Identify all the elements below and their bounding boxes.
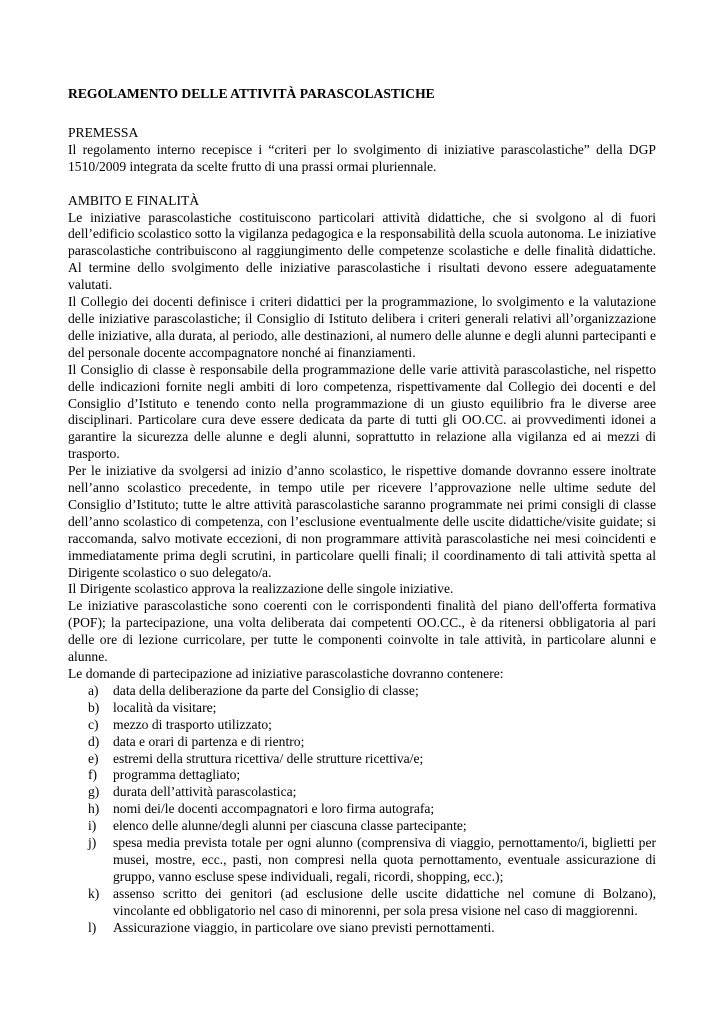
list-marker: g) — [88, 784, 100, 800]
section-ambito — [68, 193, 656, 937]
list-item — [68, 818, 656, 835]
list-item — [68, 734, 656, 751]
ambito-paragraph-1: Le iniziative parascolastiche costituiscono particolari attività didattiche, che si svolgono al di fuori dell’edificio scolastico sotto la vigilanza pedagogica e la responsabilità della scuola autonoma. Le iniziative parascolastiche contribuiscono al raggiungimento delle competenze scolastiche e delle finalità didattiche. Al termine dello svolgimento delle iniziative parascolastiche i risultati devono essere adeguatamente valutati. — [68, 209, 656, 293]
list-marker: d) — [88, 733, 100, 749]
ambito-heading: AMBITO E FINALITÀ — [68, 192, 200, 208]
list-marker: i) — [88, 818, 97, 834]
list-item-text: assenso scritto dei genitori (ad esclusione delle uscite didattiche nel comune di Bolzano), vincolante ed obbligatorio nel caso di minorenni, per sola presa visione nel caso di maggiorenni. — [113, 885, 656, 918]
list-marker: k) — [88, 885, 100, 901]
list-item — [68, 700, 656, 717]
list-marker: b) — [88, 699, 100, 715]
list-item-text: spesa media prevista totale per ogni alunno (comprensiva di viaggio, pernottamento/i, biglietti per musei, mostre, ecc., pasti, non compresi nella quota pernottamento, eventuale assicurazione di gruppo, vanno escluse spese individuali, regali, ricordi, shopping, ecc.); — [113, 835, 656, 884]
list-item-text: durata dell’attività parascolastica; — [113, 784, 297, 800]
premessa-heading: PREMESSA — [68, 124, 139, 140]
ambito-paragraph-6: Le iniziative parascolastiche sono coerenti con le corrispondenti finalità del piano dell'offerta formativa (POF); la partecipazione, una volta deliberata dai competenti OO.CC., è da ritenersi obbligatoria al pari delle ore di lezione curricolare, per tutte le componenti coinvolte in tale attività, in particolare alunni e alunne. — [68, 598, 656, 665]
list-marker: l) — [88, 919, 97, 935]
list-item — [68, 835, 656, 886]
list-item — [68, 683, 656, 700]
premessa-paragraph: Il regolamento interno recepisce i “criteri per lo svolgimento di iniziative parascolastiche” della DGP 1510/2009 integrata da scelte frutto di una prassi ormai pluriennale. — [68, 141, 656, 174]
document-title: REGOLAMENTO DELLE ATTIVITÀ PARASCOLASTICHE — [68, 86, 435, 101]
ambito-paragraph-5: Il Dirigente scolastico approva la realizzazione delle singole iniziative. — [68, 581, 454, 597]
list-item-text: estremi della struttura ricettiva/ delle strutture ricettiva/e; — [113, 750, 424, 766]
ambito-paragraph-4: Per le iniziative da svolgersi ad inizio d’anno scolastico, le rispettive domande dovranno essere inoltrate nell’anno scolastico precedente, in tempo utile per ricevere l’approvazione nelle ultime sedute del Consiglio d’Istituto; tutte le altre attività parascolastiche saranno programmate nei primi consigli di classe dell’anno scolastico di competenza, con l’esclusione eventualmente delle uscite didattiche/visite guidate; si raccomanda, salvo motivate eccezioni, di non programmare attività parascolastiche nei mesi coincidenti e immediatamente prima degli scrutini, in particolare quelli finali; il coordinamento di tali attività spetta al Dirigente scolastico o suo delegato/a. — [68, 463, 656, 580]
list-item-text: Assicurazione viaggio, in particolare ove siano previsti pernottamenti. — [113, 919, 495, 935]
list-item — [68, 784, 656, 801]
ambito-paragraph-2: Il Collegio dei docenti definisce i criteri didattici per la programmazione, lo svolgimento e la valutazione delle iniziative parascolastiche; il Consiglio di Istituto delibera i criteri generali relativi all’organizzazione delle iniziative, alla durata, al periodo, alle destinazioni, al numero delle alunne e degli alunni partecipanti e del personale docente accompagnatore nonché ai finanziamenti. — [68, 294, 656, 360]
list-item-text: località da visitare; — [113, 699, 217, 715]
ambito-paragraph-7: Le domande di partecipazione ad iniziative parascolastiche dovranno contenere: — [68, 666, 504, 681]
requirements-list — [68, 683, 656, 937]
list-item — [68, 717, 656, 734]
list-item — [68, 751, 656, 768]
ambito-paragraph-3: Il Consiglio di classe è responsabile della programmazione delle varie attività parascolastiche, nel rispetto delle indicazioni fornite negli ambiti di loro competenza, rispettivamente dal Collegio dei docenti e del Consiglio d’Istituto e tenendo conto nella programmazione di un giusto equilibrio fra le diverse aree disciplinari. Particolare cura deve essere dedicata da parte di tutti gli OO.CC. ai provvedimenti idonei a garantire la sicurezza delle alunne e degli alunni, soprattutto in relazione alla vigilanza ed ai mezzi di trasporto. — [68, 361, 656, 462]
section-premessa — [68, 125, 656, 176]
list-marker: a) — [88, 682, 99, 698]
list-item — [68, 886, 656, 920]
document-page — [68, 86, 656, 954]
list-item — [68, 920, 656, 937]
list-item-text: nomi dei/le docenti accompagnatori e loro firma autografa; — [113, 801, 435, 817]
list-item-text: mezzo di trasporto utilizzato; — [113, 716, 272, 732]
list-marker: e) — [88, 750, 99, 766]
list-item-text: programma dettagliato; — [113, 767, 241, 783]
list-marker: f) — [88, 767, 98, 783]
list-marker: j) — [88, 835, 97, 851]
list-marker: c) — [88, 716, 99, 732]
list-item — [68, 767, 656, 784]
list-item — [68, 801, 656, 818]
list-item-text: data e orari di partenza e di rientro; — [113, 733, 305, 749]
list-item-text: data della deliberazione da parte del Consiglio di classe; — [113, 682, 419, 698]
list-item-text: elenco delle alunne/degli alunni per ciascuna classe partecipante; — [113, 818, 467, 834]
list-marker: h) — [88, 801, 100, 817]
